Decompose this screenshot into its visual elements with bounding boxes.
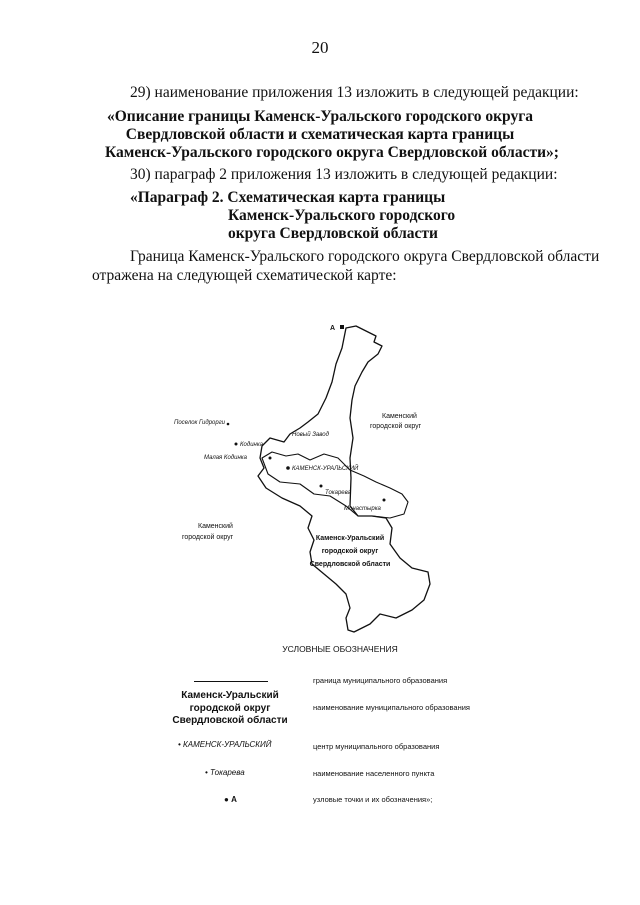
page-number: 20 [311,38,329,57]
district-name-line-3: Свердловской области [309,561,391,568]
item-29: 29) наименование приложения 13 изложить в следующей редакции: [130,84,579,101]
place-label-poselok: Поселок Гидрорги [174,420,226,426]
district-name-line-1: Каменск-Уральский [315,535,385,542]
body-line-1: Граница Каменск-Уральского городского округа Свердловской области [130,248,600,265]
place-dot-tokareva [320,485,323,488]
node-point-marker [340,325,344,329]
legend-name-desc: наименование муниципального образования [313,703,470,712]
place-dot-poselok [227,423,230,426]
legend-node-label: А [231,795,237,804]
paragraph-title-line-1: «Параграф 2. Схематическая карта границы [130,189,446,206]
legend-boundary-line [194,681,268,682]
body-line-2: отражена на следующей схематической карте: [92,267,397,284]
schematic-map [150,318,490,638]
annex-title-line-2: Свердловской области и схематическая карта границы [125,126,515,143]
place-label-malaya-kodinka: Малая Кодинка [204,455,247,461]
neighbor-ne-line-2: городской округ [370,423,422,430]
item-30: 30) параграф 2 приложения 13 изложить в следующей редакции: [130,166,558,183]
node-point-label: А [330,325,336,332]
legend-center-label: КАМЕНСК-УРАЛЬСКИЙ [183,740,272,749]
place-dot-malaya-kodinka [269,457,272,460]
legend-name-sample-line-3: Свердловской области [172,715,288,726]
neighbor-w-line-1: Каменский [198,523,233,530]
annex-title-line-3: Каменск-Уральского городского округа Свердловской области»; [105,144,559,161]
legend-name-sample-line-1: Каменск-Уральский [181,690,279,701]
center-dot [286,466,290,470]
district-boundary [258,326,430,632]
legend-node-desc: узловые точки и их обозначения»; [313,795,433,804]
place-label-noviy-zavod: Новый Завод [292,432,329,438]
city-boundary [262,452,408,518]
place-label-monastyrka: Монастырка [344,506,381,512]
annex-title-line-1: «Описание границы Каменск-Уральского городского округа [107,108,533,125]
place-label-tokareva: Токарева [325,490,351,496]
place-dot-kodinka [235,443,238,446]
legend-settlement-dot: • [205,768,211,777]
legend-center-desc: центр муниципального образования [313,742,440,751]
legend-name-sample-line-2: городской округ [189,702,271,714]
place-dot-monastyrka [383,499,386,502]
district-name-line-2: городской округ [321,548,379,555]
legend-node-sample [224,795,237,804]
legend-title: УСЛОВНЫЕ ОБОЗНАЧЕНИЯ [282,644,398,654]
legend-settlement-desc: наименование населенного пункта [313,769,435,778]
paragraph-title-line-2: Каменск-Уральского городского [228,207,456,224]
legend-settlement-sample [205,768,245,777]
neighbor-w-line-2: городской округ [182,534,234,541]
legend-name-sample [170,690,290,728]
legend-center-dot: • [178,740,184,749]
legend-center-sample [178,740,271,749]
place-label-kodinka: Кодинка [240,442,263,448]
legend-boundary-desc: граница муниципального образования [313,676,448,685]
center-label: КАМЕНСК-УРАЛЬСКИЙ [292,466,359,472]
legend-settlement-label: Токарева [210,768,245,777]
paragraph-title-line-3: округа Свердловской области [228,225,438,242]
legend-node-dot: ● [224,795,232,804]
neighbor-ne-line-1: Каменский [382,413,417,420]
